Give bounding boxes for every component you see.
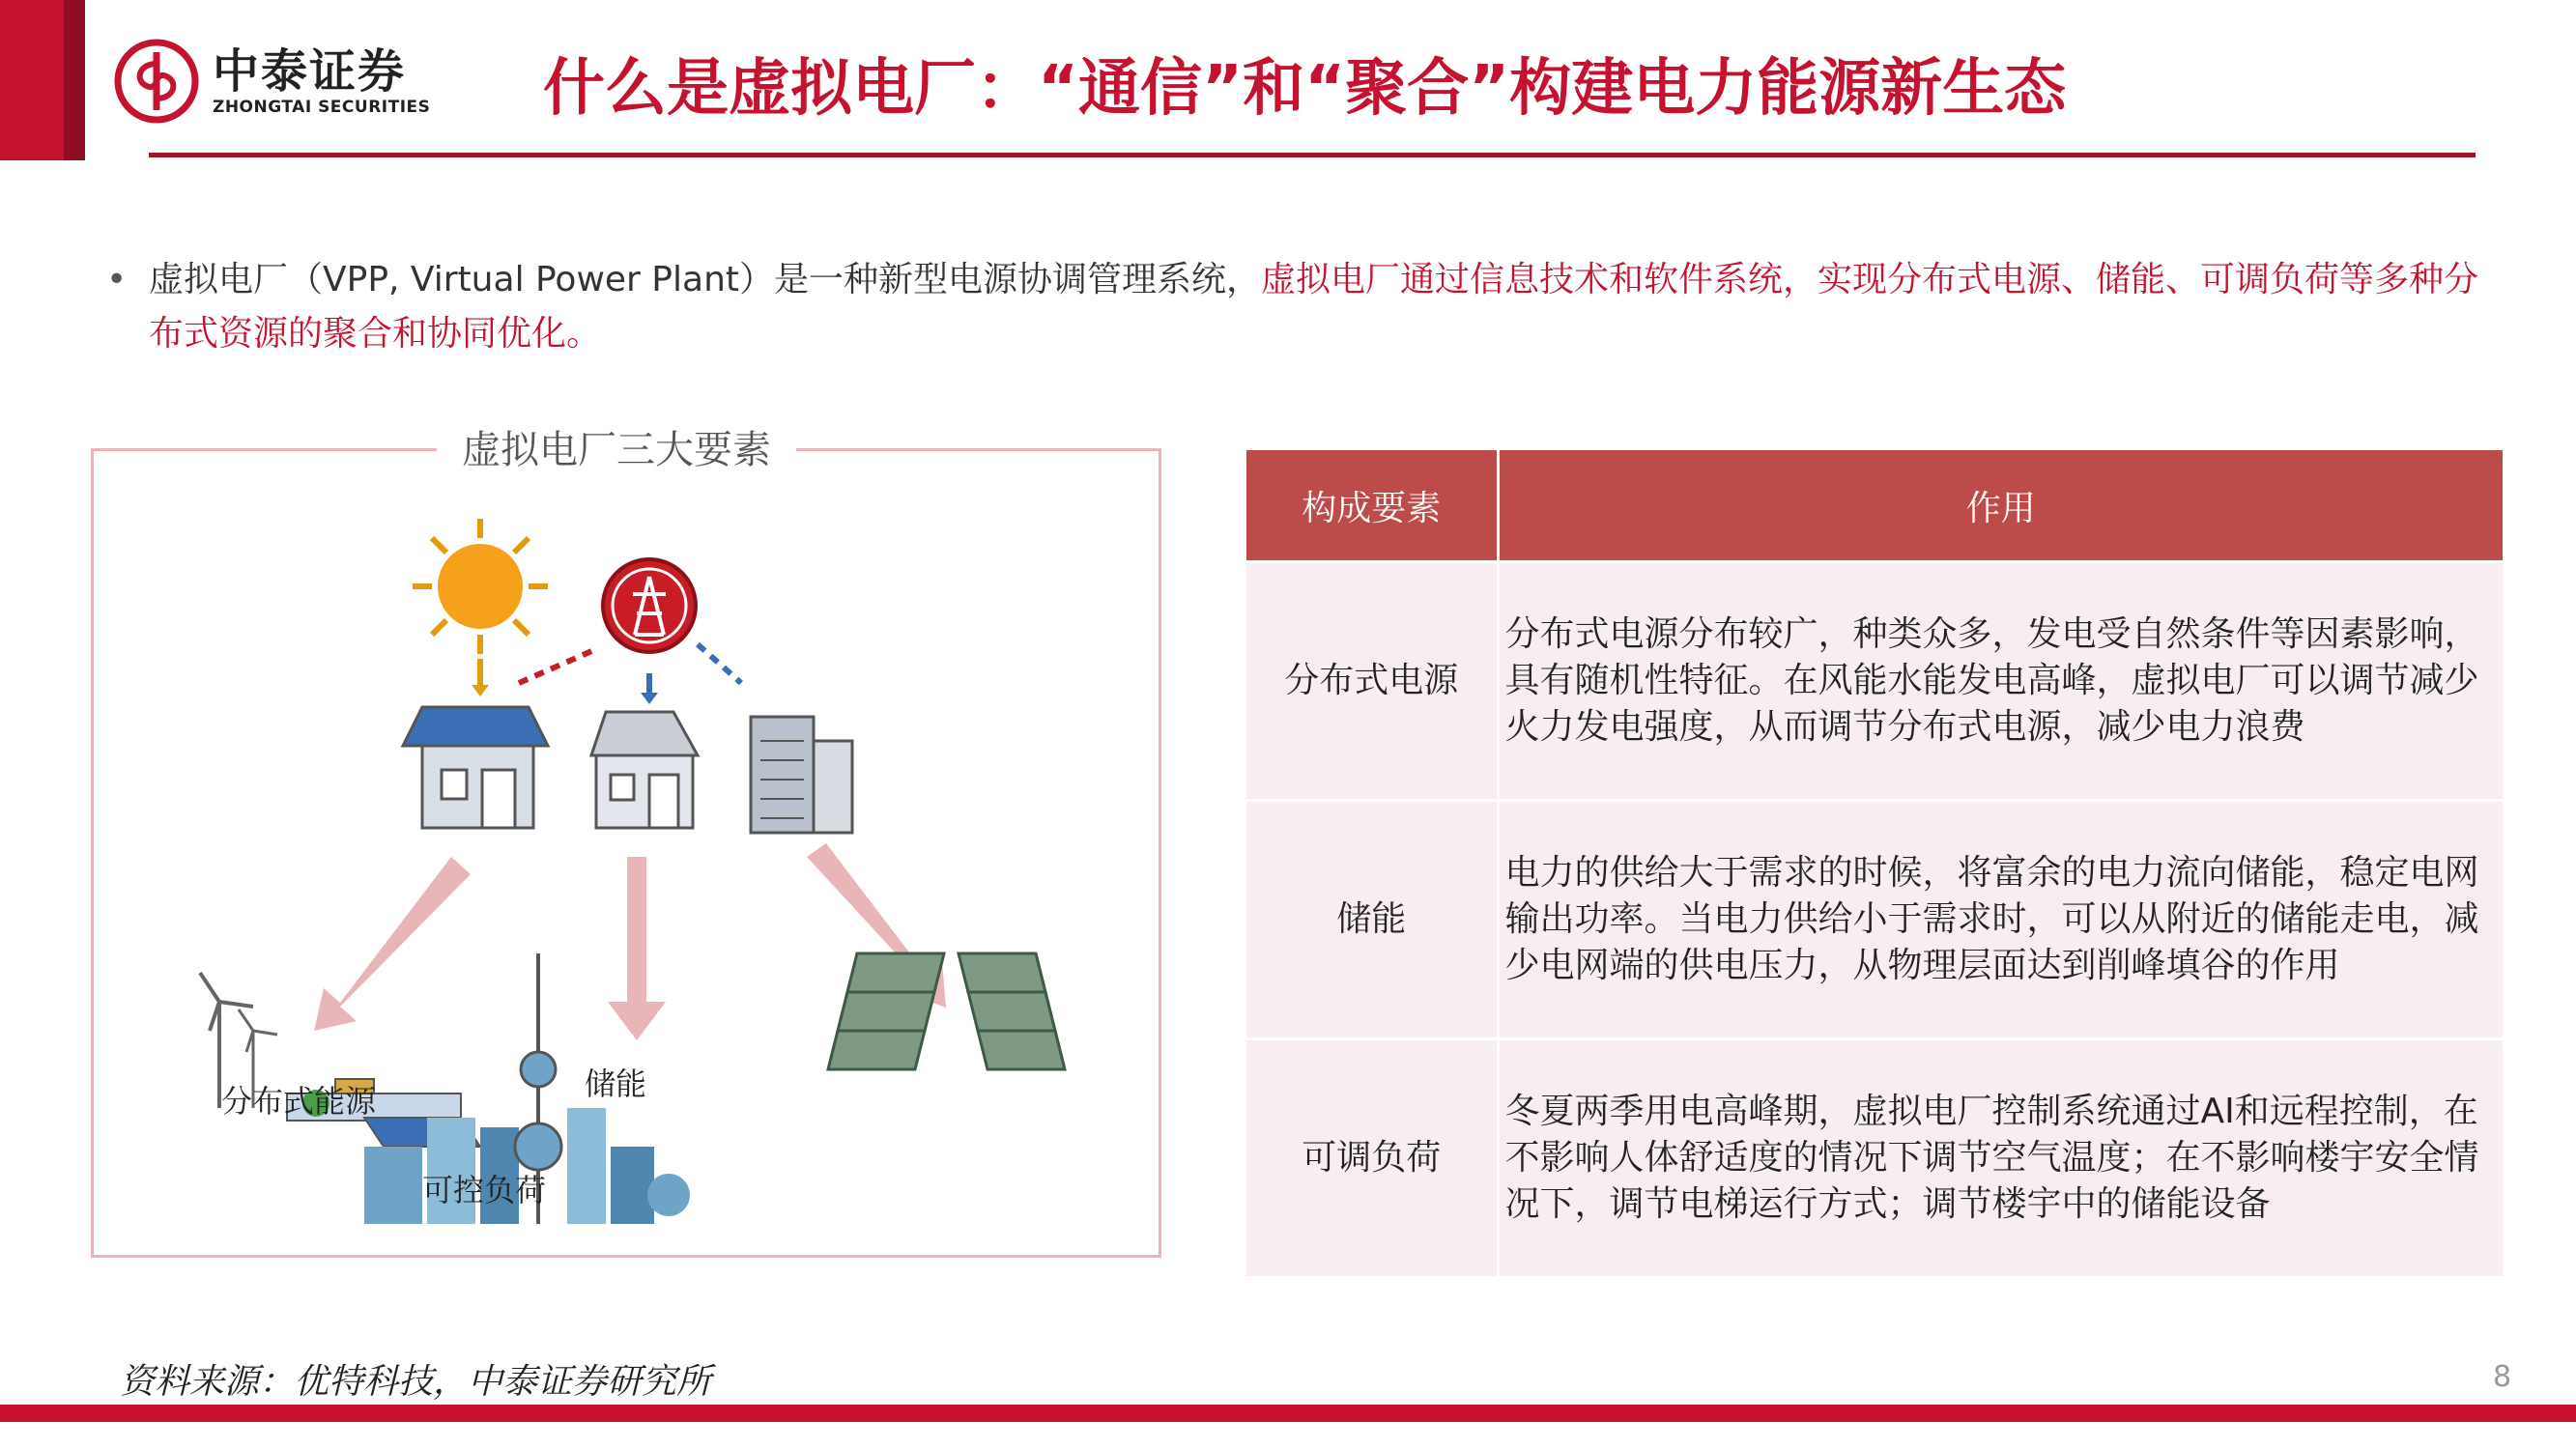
page-number: 8 [2493,1360,2512,1394]
brand-logo [114,39,430,124]
sun-icon [413,519,548,654]
solar-house-icon [403,707,548,828]
row-role: 分布式电源分布较广，种类众多，发电受自然条件等因素影响，具有随机性特征。在风能水能发电高峰，虚拟电厂可以调节减少火力发电强度，从而调节分布式电源，减少电力浪费 [1498,562,2503,801]
intro-text [149,253,2493,361]
bullet-dot-icon: • [106,260,128,299]
row-element: 分布式电源 [1246,562,1498,801]
connection-arrows [472,644,741,704]
title-divider [149,153,2476,157]
table-row [1246,562,2503,801]
corner-accent-bar [0,0,85,160]
brand-name-en: ZHONGTAI SECURITIES [213,98,431,117]
source-note: 资料来源：优特科技，中泰证券研究所 [120,1362,712,1402]
brand-name-cn: 中泰证券 [213,44,407,99]
vpp-illustration [94,451,1164,1261]
battery-storage-icon [828,953,1065,1069]
table-header-row [1246,450,2503,562]
intro-highlight: 虚拟电厂通过信息技术和软件系统，实现分布式电源、储能、可调负荷等多种分布式资源的聚合和协同优化。 [149,260,2479,354]
header-element: 构成要素 [1246,450,1498,562]
label-controllable-load: 可控负荷 [422,1172,547,1208]
building-icon [751,717,852,833]
zhongtai-logo-icon [114,39,199,124]
house-icon [591,712,698,828]
page-title: 什么是虚拟电厂：“通信”和“聚合”构建电力能源新生态 [543,53,2067,125]
power-tower-icon [603,559,696,652]
header-role: 作用 [1498,450,2503,562]
panel-title: 虚拟电厂三大要素 [437,419,796,474]
label-storage: 储能 [585,1065,647,1102]
bottom-accent-bar [0,1405,2576,1422]
row-role: 电力的供给大于需求的时候，将富余的电力流向储能，稳定电网输出功率。当电力供给小于需求时，可以从附近的储能走电，减少电网端的供电压力，从物理层面达到削峰填谷的作用 [1498,801,2503,1039]
vpp-elements-panel [91,448,1161,1258]
row-element: 储能 [1246,801,1498,1039]
intro-plain: 虚拟电厂（VPP, Virtual Power Plant）是一种新型电源协调管理系统， [149,260,1261,299]
table-row [1246,801,2503,1039]
intro-bullet [106,253,2493,361]
elements-table [1246,450,2503,1276]
label-distributed-energy: 分布式能源 [221,1083,377,1120]
table-row [1246,1039,2503,1277]
row-element: 可调负荷 [1246,1039,1498,1277]
row-role: 冬夏两季用电高峰期，虚拟电厂控制系统通过AI和远程控制，在不影响人体舒适度的情况下调节空气温度；在不影响楼宇安全情况下，调节电梯运行方式；调节楼宇中的储能设备 [1498,1039,2503,1277]
